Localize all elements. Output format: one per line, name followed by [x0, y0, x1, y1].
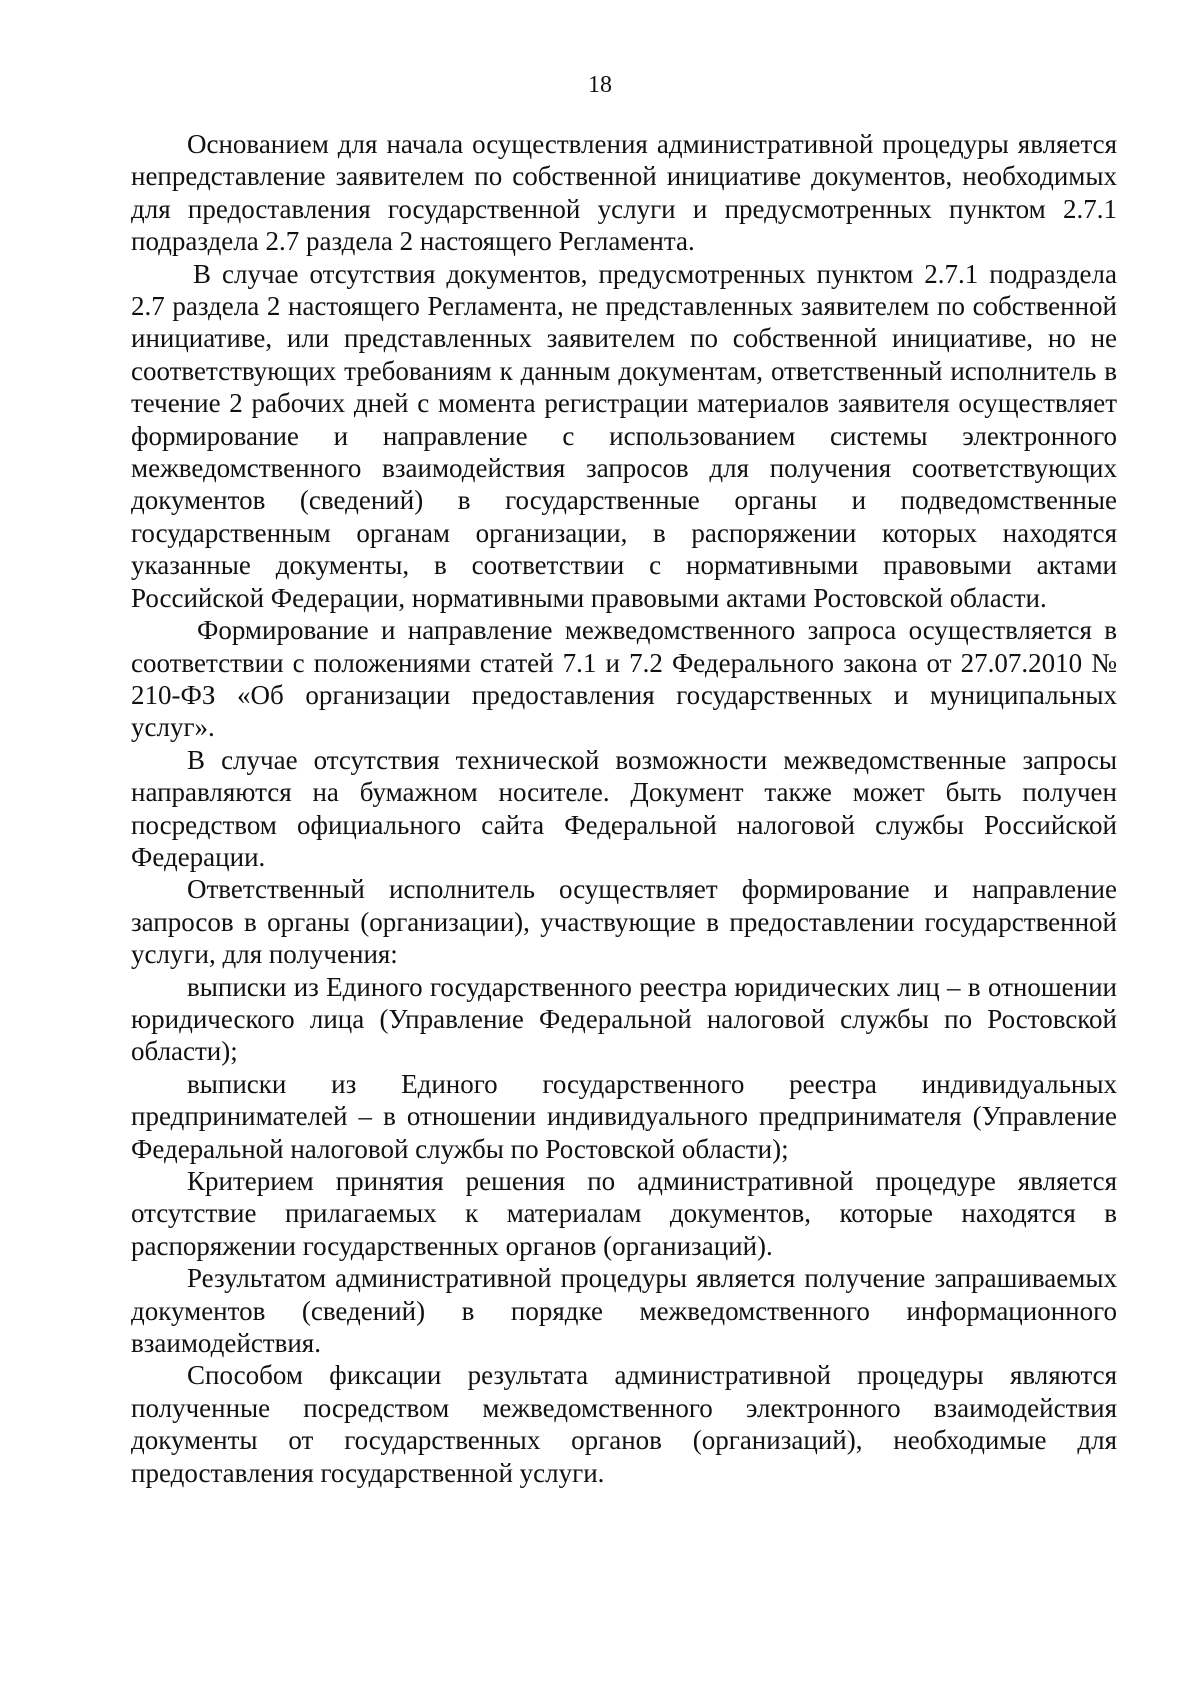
- paragraph-missing-documents: В случае отсутствия документов, предусмотренных пунктом 2.7.1 подраздела 2.7 раздела 2 настоящего Регламента, не представленных заявителем по собственной инициативе, или представленных заявителем по собственной инициативе, но не соответствующих требованиям к данным документам, ответственный исполнитель в течение 2 рабочих дней с момента регистрации материалов заявителя осуществляет формирование и направление с использованием системы электронного межведомственного взаимодействия запросов для получения соответствующих документов (сведений) в государственные органы и подведомственные государственным органам организации, в распоряжении которых находятся указанные документы, в соответствии с нормативными правовыми актами Российской Федерации, нормативными правовыми актами Ростовской области.: [131, 258, 1117, 613]
- document-body: [131, 128, 1117, 1489]
- page-number: 18: [588, 72, 612, 98]
- paragraph-procedure-result: Результатом административной процедуры является получение запрашиваемых документов (сведений) в порядке межведомственного информационного взаимодействия.: [131, 1263, 1117, 1359]
- paragraph-basis: Основанием для начала осуществления административной процедуры является непредставление заявителем по собственной инициативе документов, необходимых для предоставления государственной услуги и предусмотренных пунктом 2.7.1 подраздела 2.7 раздела 2 настоящего Регламента.: [131, 129, 1117, 257]
- list-item-egrip-extract: выписки из Единого государственного реестра индивидуальных предпринимателей – в отношении индивидуального предпринимателя (Управление Федеральной налоговой службы по Ростовской области);: [131, 1068, 1117, 1164]
- paragraph-decision-criterion: Критерием принятия решения по административной процедуре является отсутствие прилагаемых к материалам документов, которые находятся в распоряжении государственных органов (организаций).: [131, 1166, 1117, 1261]
- paragraph-executor-requests: Ответственный исполнитель осуществляет формирование и направление запросов в органы (организации), участвующие в предоставлении государственной услуги, для получения:: [131, 874, 1117, 970]
- paragraph-request-formation: Формирование и направление межведомственного запроса осуществляется в соответствии с положениями статей 7.1 и 7.2 Федерального закона от 27.07.2010 № 210-ФЗ «Об организации предоставления государственных и муниципальных услуг».: [131, 615, 1117, 743]
- paragraph-paper-requests: В случае отсутствия технической возможности межведомственные запросы направляются на бумажном носителе. Документ также может быть получен посредством официального сайта Федеральной налоговой службы Российской Федерации.: [131, 744, 1117, 872]
- paragraph-result-fixation: Способом фиксации результата административной процедуры являются полученные посредством межведомственного электронного взаимодействия документы от государственных органов (организаций), необходимые для предоставления государственной услуги.: [131, 1360, 1117, 1488]
- list-item-egrul-extract: выписки из Единого государственного реестра юридических лиц – в отношении юридического лица (Управление Федеральной налоговой службы по Ростовской области);: [131, 971, 1117, 1067]
